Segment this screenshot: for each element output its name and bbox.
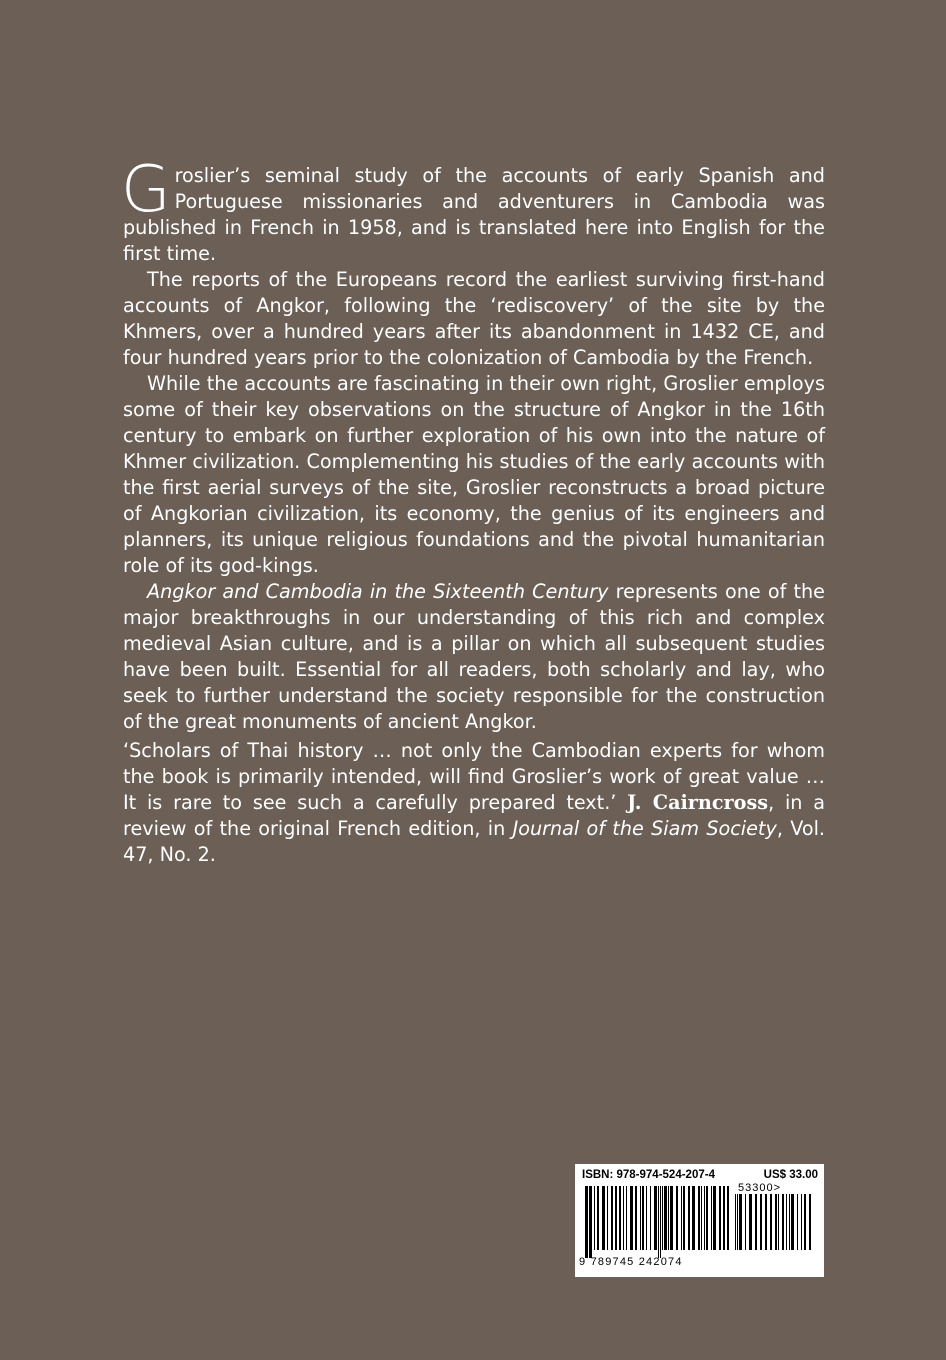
barcode-addon-bars — [735, 1194, 815, 1258]
blurb-p1-text: roslier’s seminal study of the accounts of early Spanish and Portuguese missionaries and adventurers in Cambodia was published in French in 1958, and is translated here into English for the first time. — [123, 164, 825, 265]
barcode-bar — [660, 1186, 661, 1258]
price-label: US$ 33.00 — [763, 1169, 818, 1181]
barcode-bar — [623, 1186, 624, 1250]
barcode-bar — [755, 1194, 757, 1250]
barcode-bar — [801, 1194, 802, 1250]
barcode-bar — [594, 1186, 595, 1250]
barcode-box — [575, 1164, 824, 1277]
isbn-line — [582, 1169, 818, 1181]
barcode-bar — [635, 1186, 637, 1250]
barcode-bar — [749, 1194, 752, 1250]
barcode-bar — [765, 1194, 767, 1250]
barcode-bar — [640, 1186, 641, 1250]
barcode-bar — [778, 1194, 779, 1250]
barcode-bar — [706, 1186, 708, 1250]
barcode-bar — [646, 1186, 647, 1250]
barcode-bar — [662, 1186, 663, 1250]
drop-cap: G — [121, 153, 171, 227]
barcode-bar — [698, 1186, 700, 1250]
barcode-bar — [658, 1186, 659, 1258]
barcode-bar — [809, 1194, 811, 1250]
barcode-bar — [676, 1186, 678, 1250]
barcode-bar — [789, 1194, 790, 1250]
blurb-paragraph-2: The reports of the Europeans record the earliest surviving first-hand accounts of Angkor, following the ‘rediscovery’ of the site by the Khmers, over a hundred years after its abandonment in 1432 CE, and four hundred years prior to the colonization of Cambodia by the French. — [123, 268, 825, 369]
barcode-bar — [786, 1194, 787, 1250]
barcode-bar — [597, 1186, 599, 1250]
barcode-bar — [664, 1186, 667, 1250]
barcode-bar — [585, 1186, 588, 1258]
quote-text-3: , Vol. 47, No. 2. — [123, 817, 825, 866]
barcode-bar — [650, 1186, 651, 1250]
barcode-bar — [713, 1186, 716, 1250]
isbn-label: ISBN: 978-974-524-207-4 — [582, 1169, 715, 1181]
barcode-bar — [782, 1194, 784, 1250]
barcode-bar — [681, 1186, 682, 1250]
barcode-bar — [683, 1186, 685, 1250]
barcode-bar — [626, 1186, 627, 1250]
barcode-main-bars — [585, 1186, 730, 1258]
blurb-p4-text: represents one of the major breakthroughs in our understanding of this rich and complex medieval Asian culture, and is a pillar on which all subsequent studies have been built. Essential for all readers, both scholarly and lay, who seek to further understand the society responsible for the construction of the great monuments of ancient Angkor. — [123, 580, 825, 733]
barcode-bar — [791, 1194, 794, 1250]
barcode-bar — [760, 1194, 762, 1250]
review-quote — [123, 738, 825, 868]
barcode-addon-digits: 53300> — [738, 1182, 782, 1194]
barcode-bar — [704, 1186, 705, 1250]
barcode-bar — [770, 1194, 772, 1250]
barcode-bar — [688, 1186, 690, 1250]
barcode-bar — [630, 1186, 633, 1250]
review-quote-paragraph — [123, 738, 825, 868]
barcode-bar — [739, 1194, 742, 1250]
barcode-bar — [607, 1186, 608, 1250]
barcode-bar — [775, 1194, 777, 1250]
barcode-bar — [797, 1194, 798, 1250]
barcode-bar — [611, 1186, 613, 1250]
journal-name: Journal of the Siam Society — [512, 817, 777, 840]
barcode-bar — [745, 1194, 746, 1250]
quote-text: ‘Scholars of Thai history … not only the Cambodian experts for whom the book is primarily intended, will find Groslier’s work of great value … It is rare to see such a carefully prepared text.’ — [123, 739, 825, 814]
blurb-paragraph-4 — [123, 579, 825, 735]
barcode-bar — [723, 1186, 725, 1250]
quote-text-2: , in a review of the original French edition, in — [123, 791, 825, 840]
blurb-paragraph-1 — [121, 153, 825, 267]
blurb-paragraph-3: While the accounts are fascinating in their own right, Groslier employs some of their key observations on the structure of Angkor in the 16th century to embark on further exploration of his own into the nature of Khmer civilization. Complementing his studies of the early accounts with the first aerial surveys of the site, Groslier reconstructs a broad picture of Angkorian civilization, its economy, the genius of its engineers and planners, its unique religious foundations and the pivotal humanitarian role of its god-kings. — [123, 372, 825, 577]
quote-author: J. Cairncross — [627, 791, 769, 814]
back-cover-blurb — [121, 153, 825, 735]
book-title: Angkor and Cambodia in the Sixteenth Century — [147, 580, 609, 603]
barcode-bar — [735, 1194, 736, 1250]
barcode-bar — [602, 1186, 605, 1250]
barcode-bar — [692, 1186, 695, 1250]
barcode-bar — [619, 1186, 621, 1250]
barcode-bar — [727, 1186, 729, 1250]
barcode-bar — [654, 1186, 657, 1250]
barcode-bar — [804, 1194, 806, 1250]
barcode-bar — [670, 1186, 673, 1250]
barcode-bar — [668, 1186, 669, 1250]
barcode-bar — [615, 1186, 617, 1250]
barcode-bar — [642, 1186, 644, 1250]
barcode-bar — [737, 1194, 738, 1250]
barcode-main-digits: 9 789745 242074 — [579, 1256, 683, 1268]
barcode-bar — [719, 1186, 721, 1250]
barcode-bar — [711, 1186, 712, 1250]
barcode-bar — [589, 1186, 592, 1258]
barcode-bar — [701, 1186, 702, 1250]
